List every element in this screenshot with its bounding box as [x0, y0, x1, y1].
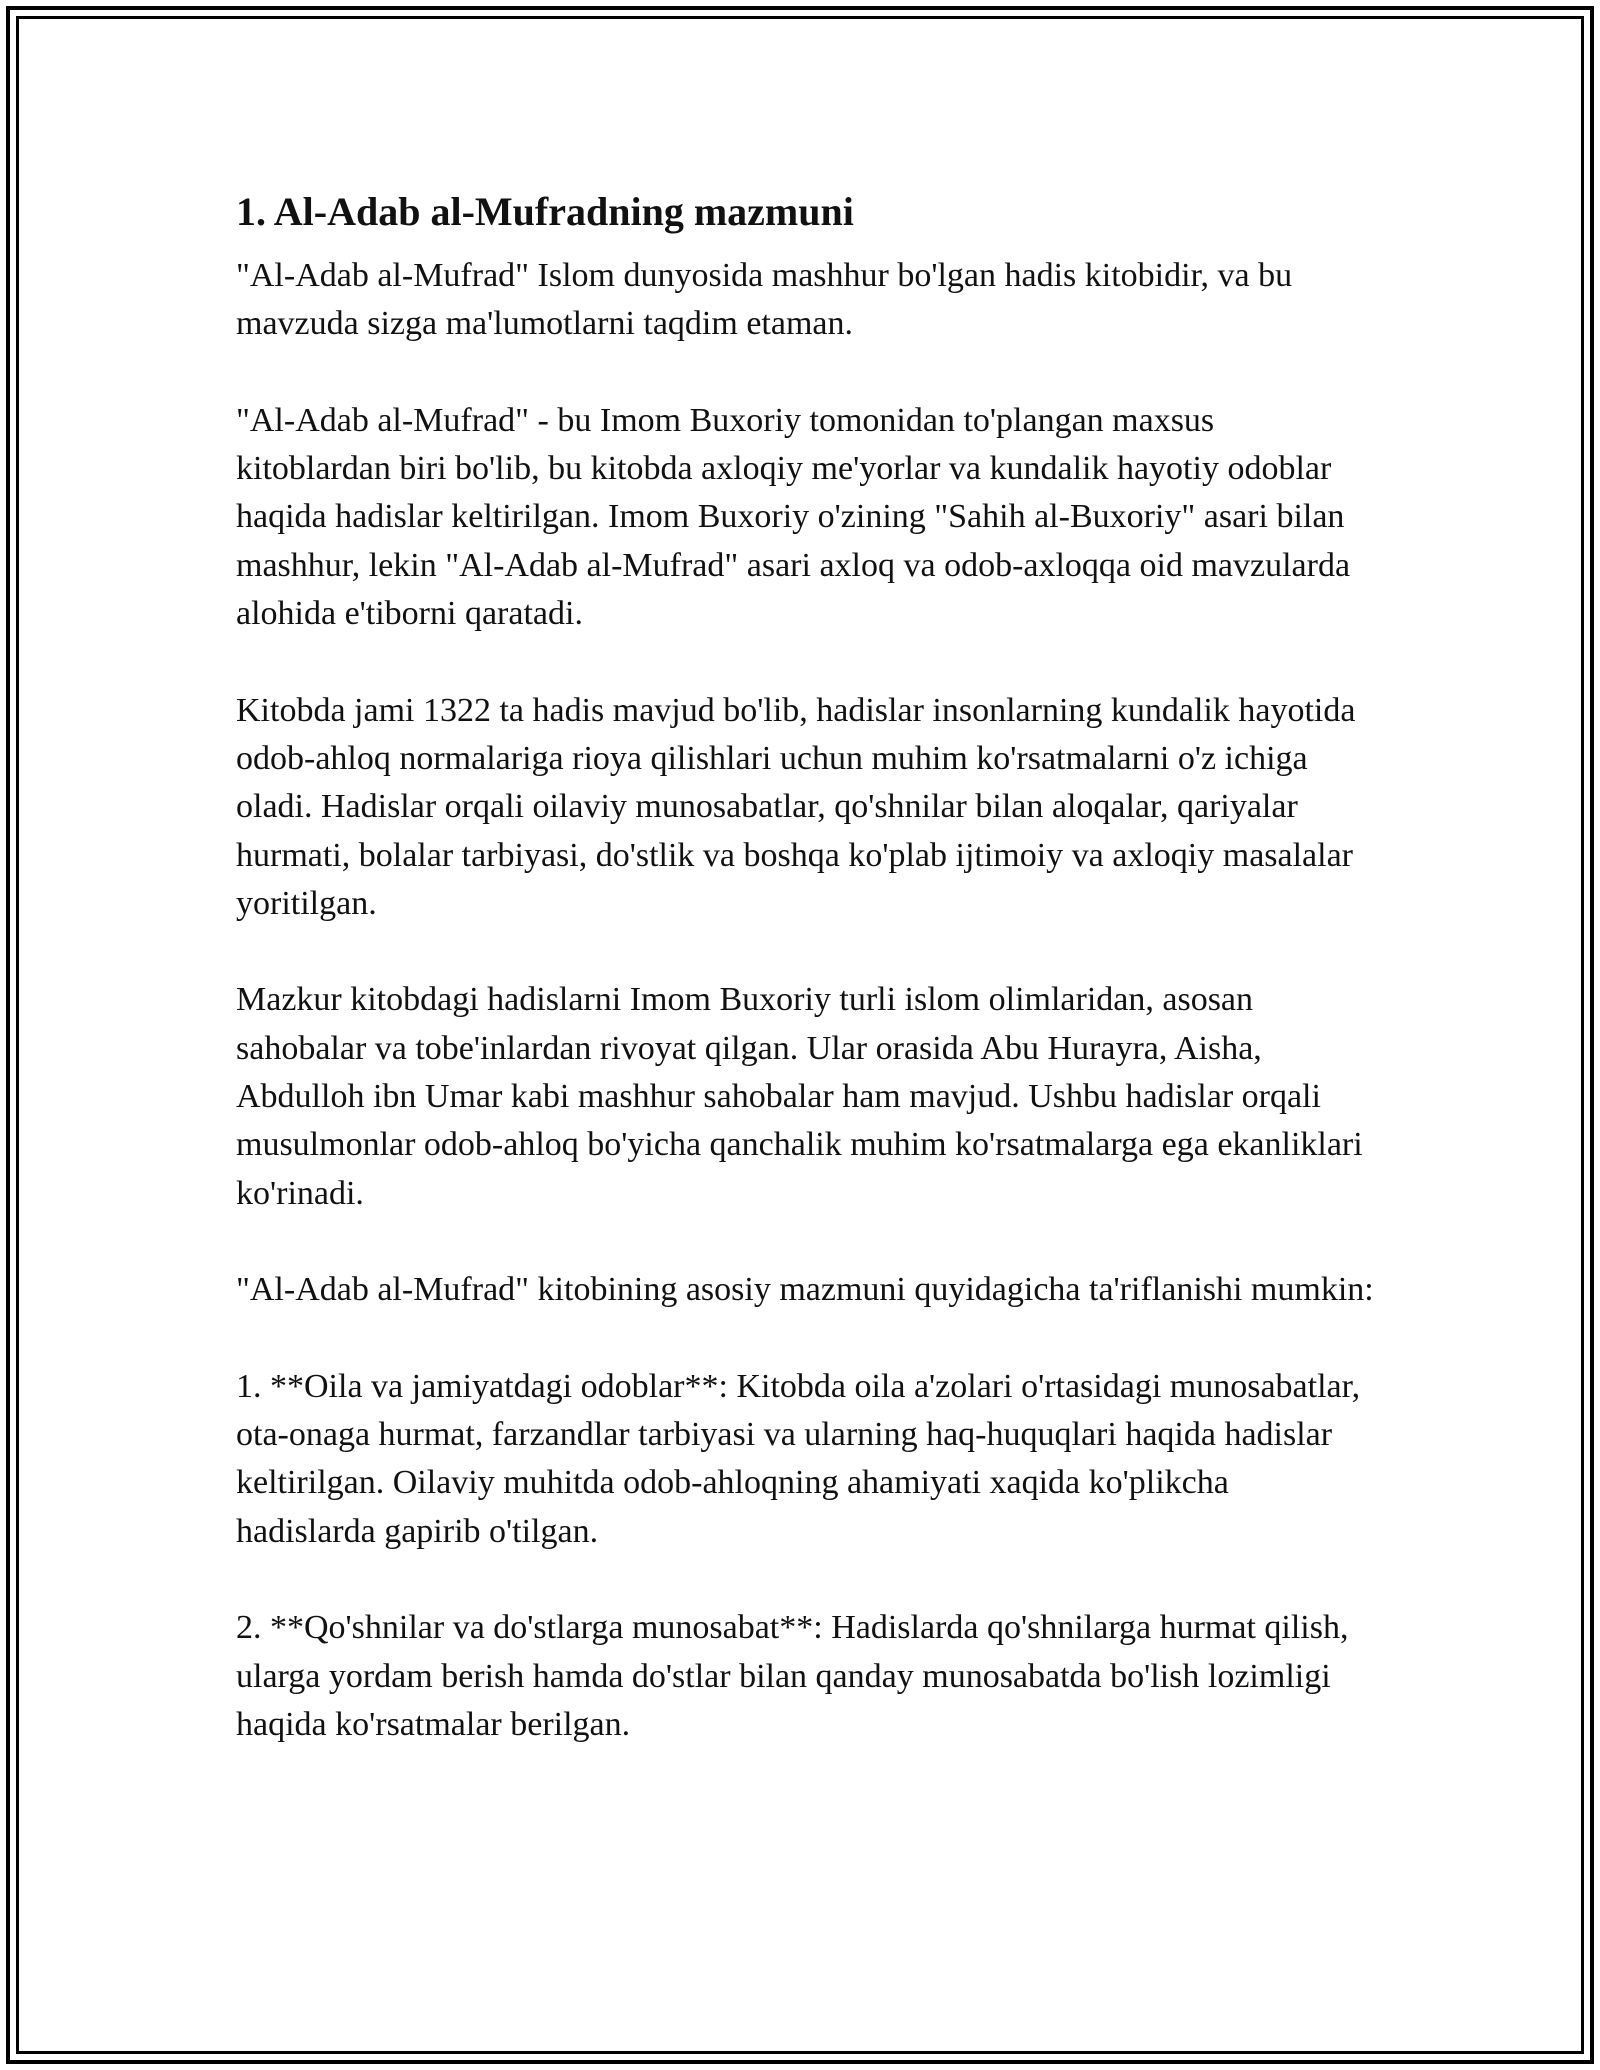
- paragraph-intro: "Al-Adab al-Mufrad" Islom dunyosida mashhur bo'lgan hadis kitobidir, va bu mavzuda sizga ma'lumotlarni taqdim etaman.: [236, 257, 1293, 343]
- document-body: [236, 186, 1376, 1798]
- paragraph-summary-intro: "Al-Adab al-Mufrad" kitobining asosiy mazmuni quyidagicha ta'riflanishi mumkin:: [236, 1271, 1374, 1309]
- paragraph-hadith-count: Kitobda jami 1322 ta hadis mavjud bo'lib, hadislar insonlarning kundalik hayotida odob-ahloq normalariga rioya qilishlari uchun muhim ko'rsatmalarni o'z ichiga oladi. Hadislar orqali oilaviy munosabatlar, qo'shnilar bilan aloqalar, qariyalar hurmati, bolalar tarbiyasi, do'stlik va boshqa ko'plab ijtimoiy va axloqiy masalalar yoritilgan.: [236, 691, 1356, 922]
- section-heading: 1. Al-Adab al-Mufradning mazmuni: [236, 189, 854, 234]
- paragraph-narrators: Mazkur kitobdagi hadislarni Imom Buxoriy turli islom olimlaridan, asosan sahobalar va tobe'inlardan rivoyat qilgan. Ular orasida Abu Hurayra, Aisha, Abdulloh ibn Umar kabi mashhur sahobalar ham mavjud. Ushbu hadislar orqali musulmonlar odob-ahloq bo'yicha qanchalik muhim ko'rsatmalarga ega ekanliklari ko'rinadi.: [236, 981, 1363, 1212]
- paragraph-about-book: "Al-Adab al-Mufrad" - bu Imom Buxoriy tomonidan to'plangan maxsus kitoblardan biri bo'lib, bu kitobda axloqiy me'yorlar va kundalik hayotiy odoblar haqida hadislar keltirilgan. Imom Buxoriy o'zining "Sahih al-Buxoriy" asari bilan mashhur, lekin "Al-Adab al-Mufrad" asari axloq va odob-axloqqa oid mavzularda alohida e'tiborni qaratadi.: [236, 401, 1351, 633]
- list-item-family: 1. **Oila va jamiyatdagi odoblar**: Kitobda oila a'zolari o'rtasidagi munosabatlar, ota-onaga hurmat, farzandlar tarbiyasi va ularning haq-huquqlari haqida hadislar keltirilgan. Oilaviy muhitda odob-ahloqning ahamiyati xaqida ko'plikcha hadislarda gapirib o'tilgan.: [236, 1367, 1361, 1550]
- list-item-neighbors: 2. **Qo'shnilar va do'stlarga munosabat**: Hadislarda qo'shnilarga hurmat qilish, ularga yordam berish hamda do'stlar bilan qanday munosabatda bo'lish lozimligi haqida ko'rsatmalar berilgan.: [236, 1609, 1349, 1743]
